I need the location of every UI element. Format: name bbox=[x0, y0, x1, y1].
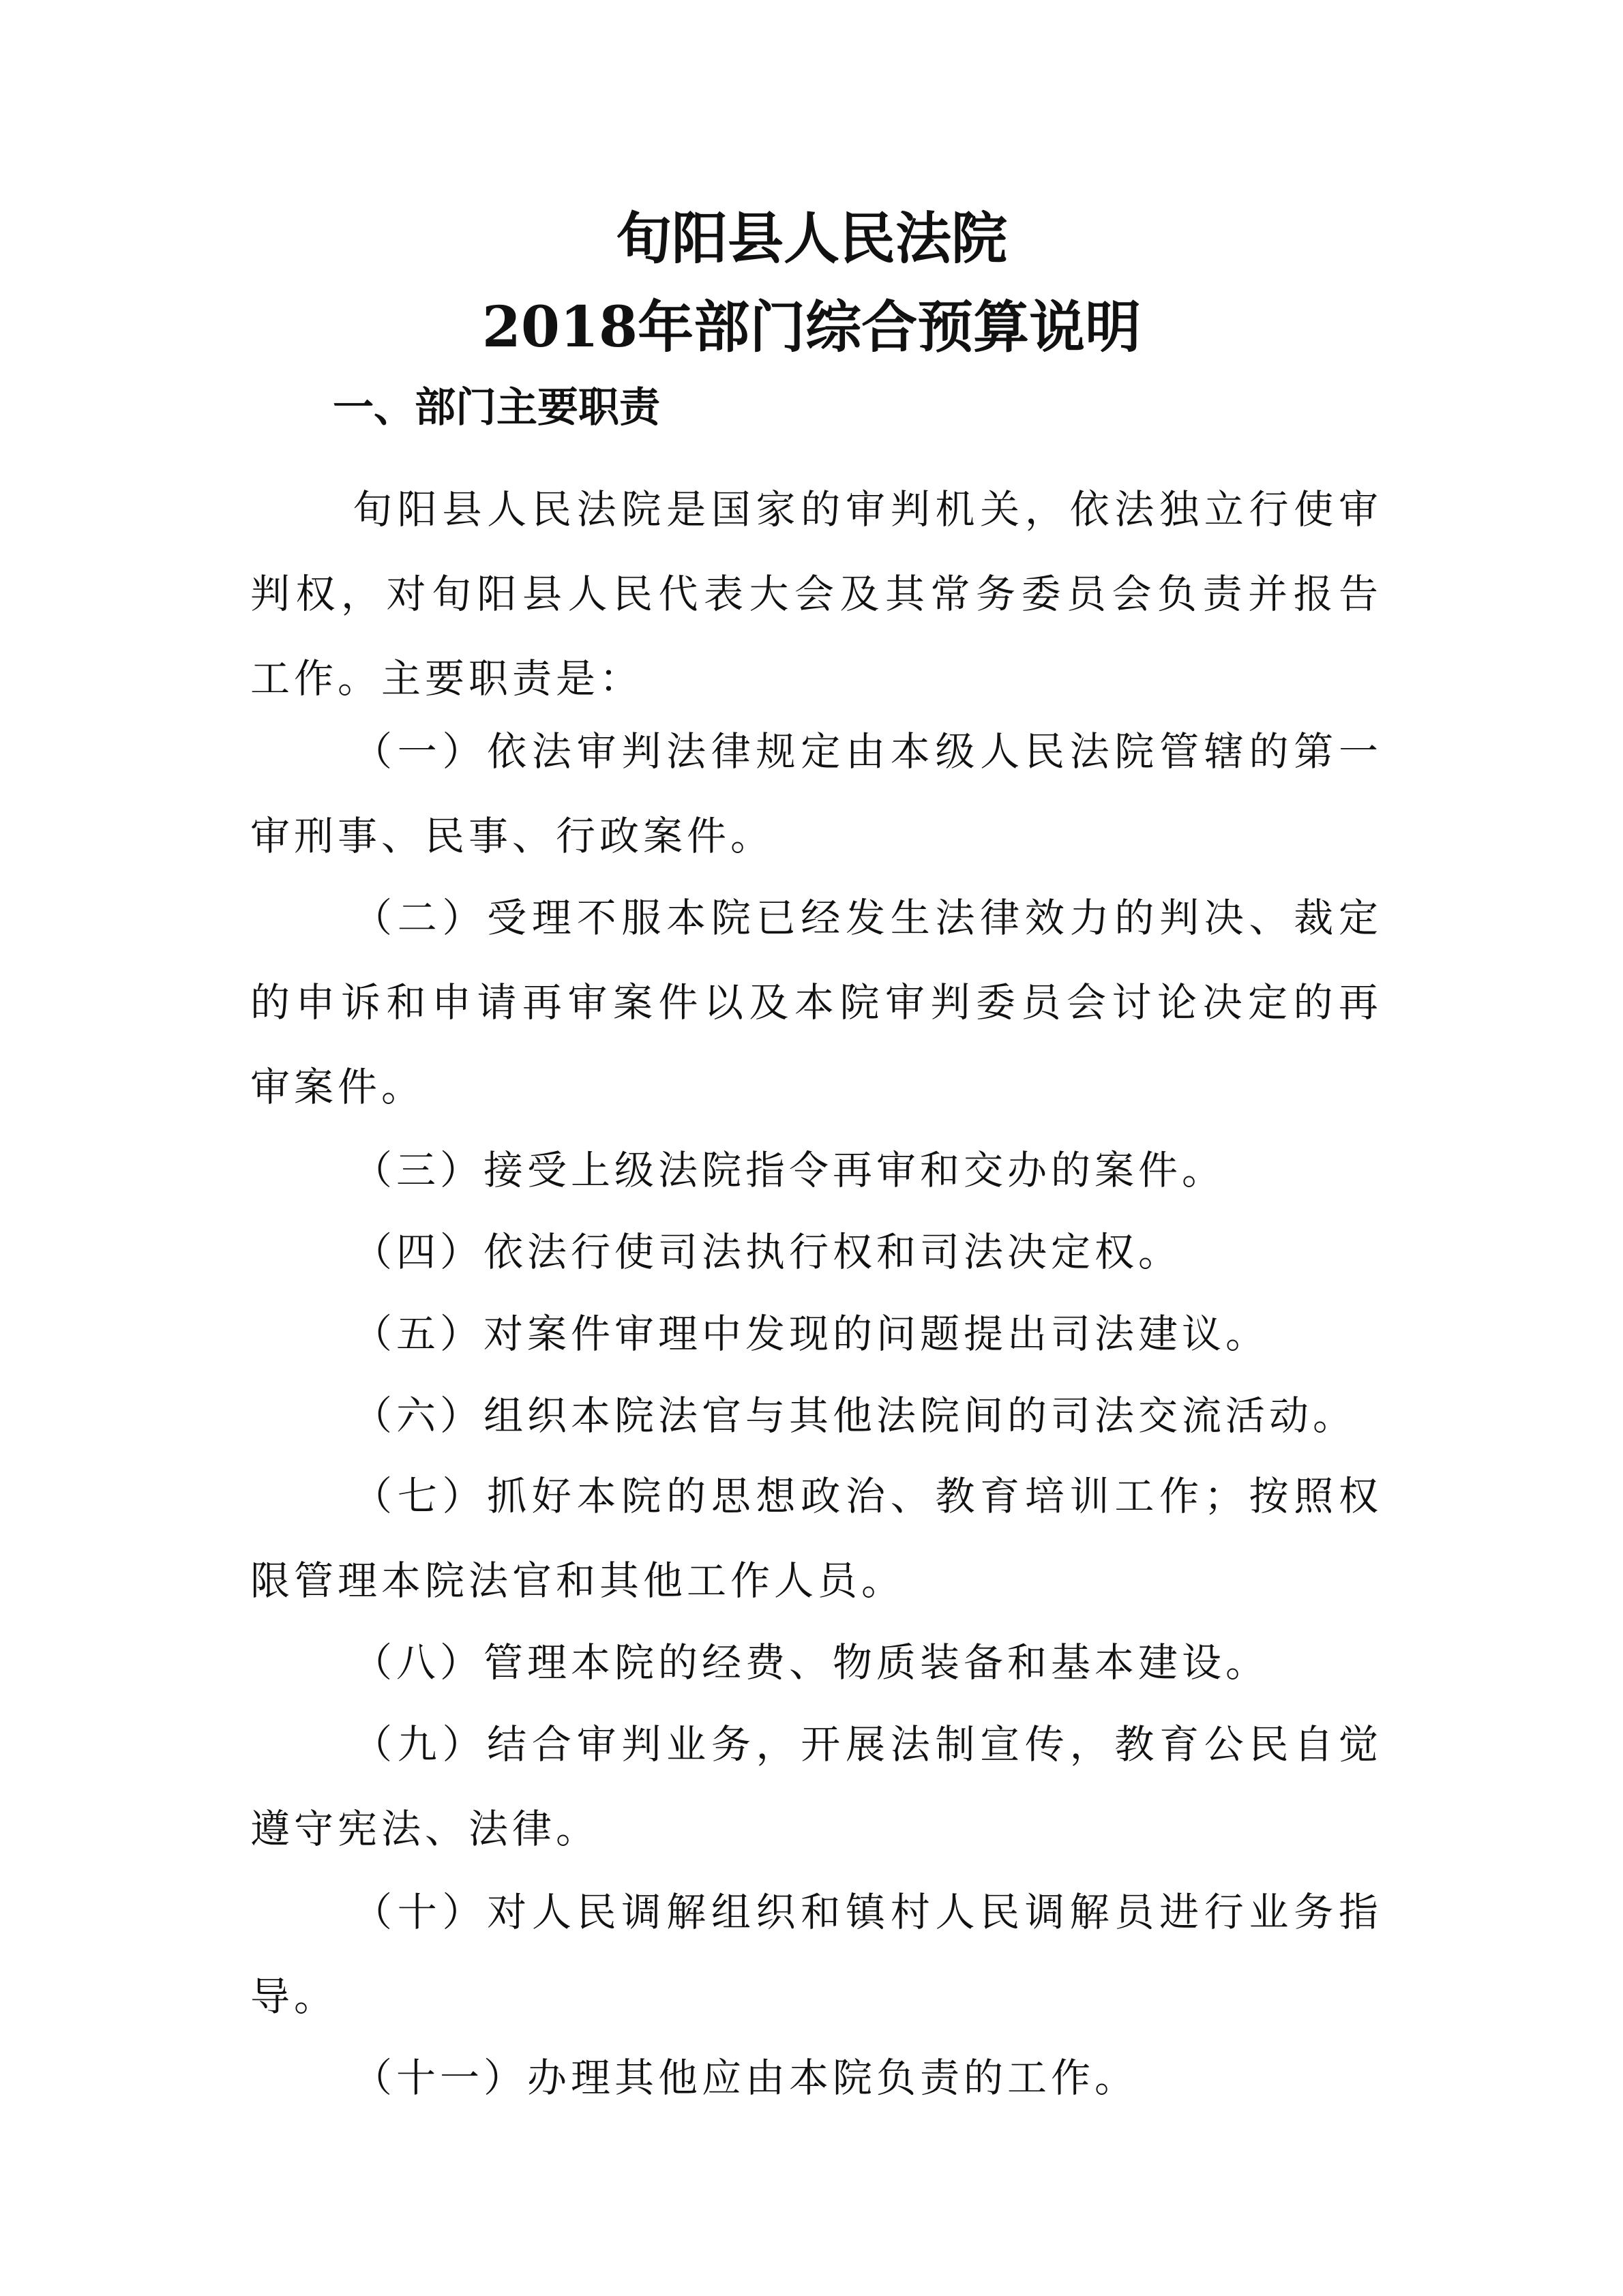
duty-item-8: （八）管理本院的经费、物质装备和基本建设。 bbox=[353, 1639, 1270, 1686]
duty-item-1: （一）依法审判法律规定由本级人民法院管辖的第一审刑事、民事、行政案件。 bbox=[250, 728, 1382, 859]
duty-item-11: （十一）办理其他应由本院负责的工作。 bbox=[353, 2055, 1139, 2101]
duty-item-3: （三）接受上级法院指令再审和交办的案件。 bbox=[353, 1147, 1226, 1193]
duty-item-2: （二）受理不服本院已经发生法律效力的判决、裁定的申诉和申请再审案件以及本院审判委员会讨论决定的再审案件。 bbox=[250, 895, 1382, 1110]
section-heading: 一、部门主要职责 bbox=[333, 384, 660, 432]
document-title-line2: 2018年部门综合预算说明 bbox=[481, 295, 1142, 360]
duty-item-10: （十）对人民调解组织和镇村人民调解员进行业务指导。 bbox=[250, 1889, 1382, 2020]
duty-item-4: （四）依法行使司法执行权和司法决定权。 bbox=[353, 1229, 1182, 1275]
document-title-line1: 旬阳县人民法院 bbox=[615, 206, 1007, 271]
intro-paragraph: 旬阳县人民法院是国家的审判机关，依法独立行使审判权，对旬阳县人民代表大会及其常务委员会负责并报告工作。主要职责是： bbox=[250, 486, 1382, 702]
duty-item-7: （七）抓好本院的思想政治、教育培训工作；按照权限管理本院法官和其他工作人员。 bbox=[250, 1473, 1382, 1604]
duty-item-5: （五）对案件审理中发现的问题提出司法建议。 bbox=[353, 1311, 1270, 1357]
duty-item-6: （六）组织本院法官与其他法院间的司法交流活动。 bbox=[353, 1392, 1357, 1439]
duty-item-9: （九）结合审判业务，开展法制宣传，教育公民自觉遵守宪法、法律。 bbox=[250, 1721, 1382, 1852]
